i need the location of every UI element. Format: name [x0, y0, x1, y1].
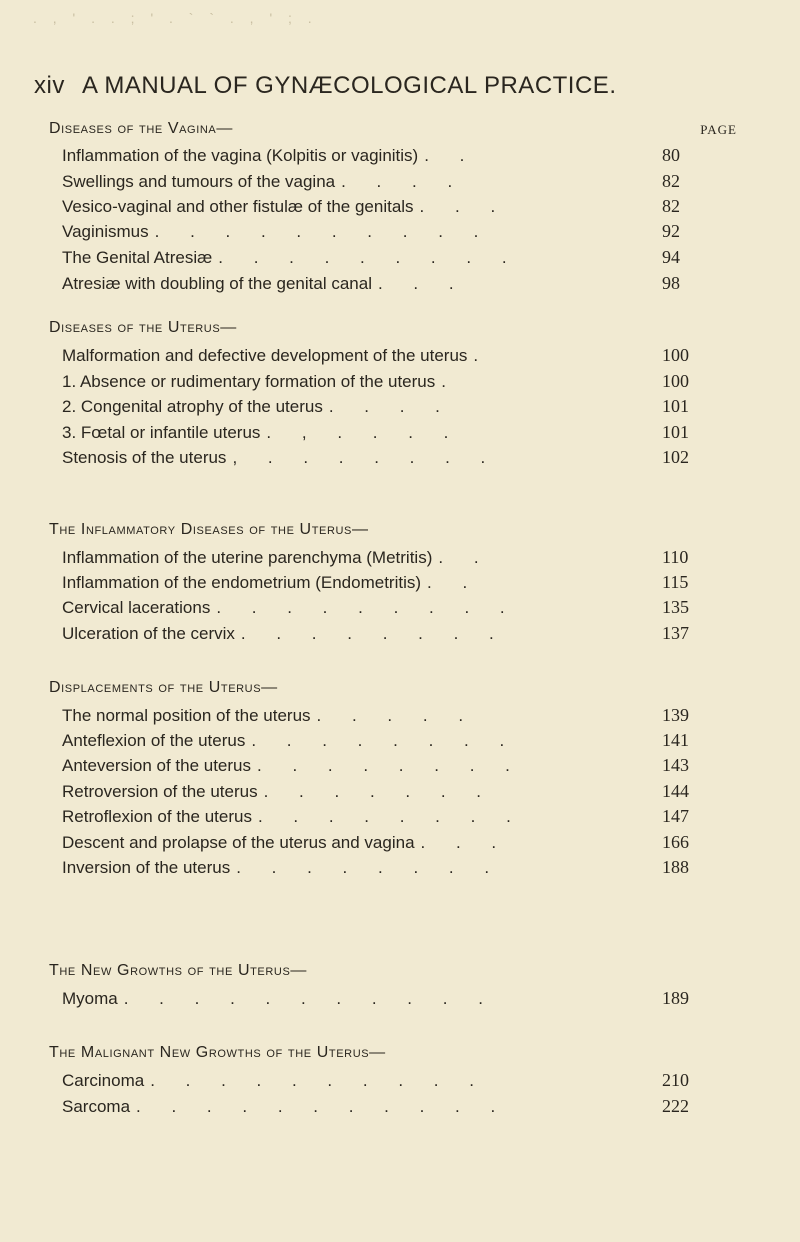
- dot-leader: . . .: [377, 274, 467, 293]
- toc-page-number: 110: [662, 547, 689, 567]
- section-heading: The Malignant New Growths of the Uterus—: [49, 1044, 386, 1061]
- dot-leader: . . . . . . . . .: [216, 598, 518, 617]
- dot-leader: . . . .: [328, 397, 453, 416]
- toc-entry-title: Inflammation of the vagina (Kolpitis or vaginitis): [62, 146, 419, 165]
- toc-page-number: 92: [662, 221, 680, 241]
- toc-entry-title: Anteversion of the uterus: [62, 756, 252, 775]
- toc-page-number: 101: [662, 396, 689, 416]
- toc-entry[interactable]: [62, 989, 645, 1009]
- toc-page-number: 98: [662, 273, 680, 293]
- toc-entry-title: The Genital Atresiæ: [62, 248, 213, 267]
- toc-page-number: 135: [662, 597, 689, 617]
- dot-leader: . .: [427, 573, 481, 592]
- page-smudge-marks: . , ' . . ; ' . ` ` . , ' ; .: [33, 10, 318, 26]
- section-heading: The Inflammatory Diseases of the Uterus—: [49, 521, 369, 538]
- dot-leader: . . . . . . . . . . .: [136, 1097, 509, 1116]
- toc-entry-title: Inversion of the uterus: [62, 858, 231, 877]
- toc-entry-title: Vesico-vaginal and other fistulæ of the genitals: [62, 197, 414, 216]
- toc-page-number: 82: [662, 196, 680, 216]
- toc-entry-title: 3. Fœtal or infantile uterus: [62, 423, 261, 442]
- toc-entry-title: 1. Absence or rudimentary formation of the uterus: [62, 372, 436, 391]
- toc-entry-title: Sarcoma: [62, 1097, 131, 1116]
- toc-entry[interactable]: [62, 222, 645, 242]
- dot-leader: . . . . . . . .: [240, 624, 507, 643]
- toc-entry[interactable]: [62, 706, 645, 726]
- toc-page-number: 166: [662, 832, 689, 852]
- toc-entry[interactable]: [62, 397, 645, 417]
- toc-entry[interactable]: [62, 731, 645, 751]
- toc-entry[interactable]: [62, 548, 645, 568]
- toc-entry-title: Carcinoma: [62, 1071, 145, 1090]
- toc-entry[interactable]: [62, 248, 645, 268]
- toc-entry-title: Malformation and defective development of the uterus: [62, 346, 468, 365]
- section-heading: Diseases of the Uterus—: [49, 319, 237, 336]
- toc-entry[interactable]: [62, 624, 645, 644]
- toc-entry-title: Retroversion of the uterus: [62, 782, 258, 801]
- dot-leader: . . . .: [341, 172, 466, 191]
- toc-entry[interactable]: [62, 372, 645, 392]
- toc-page-number: 210: [662, 1070, 689, 1090]
- toc-entry[interactable]: [62, 598, 645, 618]
- toc-entry[interactable]: [62, 1071, 645, 1091]
- dot-leader: . . .: [419, 197, 509, 216]
- section-heading: Diseases of the Vagina—: [49, 120, 233, 137]
- running-title: A MANUAL OF GYNÆCOLOGICAL PRACTICE.: [82, 72, 617, 99]
- toc-page-number: 94: [662, 247, 680, 267]
- dot-leader: . . . . . . . .: [257, 807, 524, 826]
- toc-page-number: 102: [662, 447, 689, 467]
- toc-entry-title: Retroflexion of the uterus: [62, 807, 252, 826]
- toc-page-number: 143: [662, 755, 689, 775]
- toc-page-number: 141: [662, 730, 689, 750]
- toc-page-number: 115: [662, 572, 689, 592]
- toc-entry[interactable]: [62, 833, 645, 853]
- dot-leader: . , . . . .: [266, 423, 462, 442]
- toc-page-number: 80: [662, 145, 680, 165]
- dot-leader: . . . . . . . . .: [218, 248, 520, 267]
- page-column-heading: PAGE: [700, 122, 737, 137]
- toc-entry-title: Myoma: [62, 989, 118, 1008]
- dot-leader: . . . . . . . .: [236, 858, 503, 877]
- dot-leader: . . . . . . . . . . .: [123, 989, 496, 1008]
- toc-page-number: 82: [662, 171, 680, 191]
- toc-entry[interactable]: [62, 1097, 645, 1117]
- toc-page-number: 100: [662, 345, 689, 365]
- toc-entry[interactable]: [62, 274, 645, 294]
- toc-entry[interactable]: [62, 756, 645, 776]
- toc-page-number: 147: [662, 806, 689, 826]
- toc-entry[interactable]: [62, 573, 645, 593]
- dot-leader: . . .: [420, 833, 510, 852]
- toc-entry-title: Swellings and tumours of the vagina: [62, 172, 336, 191]
- dot-leader: . . . . . . . .: [257, 756, 523, 775]
- dot-leader: . .: [438, 548, 492, 567]
- toc-entry[interactable]: [62, 146, 645, 166]
- dot-leader: . . . . . . . . . .: [150, 1071, 487, 1090]
- section-heading: The New Growths of the Uterus—: [49, 962, 307, 979]
- toc-entry[interactable]: [62, 423, 645, 443]
- toc-entry[interactable]: [62, 807, 645, 827]
- toc-entry-title: Cervical lacerations: [62, 598, 211, 617]
- toc-page-number: 139: [662, 705, 689, 725]
- toc-entry-title: Inflammation of the endometrium (Endometritis): [62, 573, 422, 592]
- toc-entry-title: Anteflexion of the uterus: [62, 731, 246, 750]
- toc-entry[interactable]: [62, 782, 645, 802]
- dot-leader: . . . . .: [316, 706, 477, 725]
- toc-entry-title: Stenosis of the uterus: [62, 448, 227, 467]
- toc-page-number: 189: [662, 988, 689, 1008]
- toc-entry[interactable]: [62, 448, 645, 468]
- toc-page-number: 101: [662, 422, 689, 442]
- toc-entry-title: The normal position of the uterus: [62, 706, 311, 725]
- toc-page-number: 188: [662, 857, 689, 877]
- page-number: xiv: [34, 72, 65, 99]
- dot-leader: . . . . . . .: [263, 782, 495, 801]
- dot-leader: . .: [424, 146, 478, 165]
- toc-entry-title: 2. Congenital atrophy of the uterus: [62, 397, 323, 416]
- section-heading: Displacements of the Uterus—: [49, 679, 278, 696]
- toc-page-number: 137: [662, 623, 689, 643]
- dot-leader: . . . . . . . . . .: [154, 222, 492, 241]
- toc-page-number: 144: [662, 781, 689, 801]
- running-header: [34, 72, 774, 100]
- toc-entry-title: Ulceration of the cervix: [62, 624, 235, 643]
- toc-entry[interactable]: [62, 858, 645, 878]
- toc-entry-title: Descent and prolapse of the uterus and vagina: [62, 833, 415, 852]
- toc-entry-title: Atresiæ with doubling of the genital canal: [62, 274, 372, 293]
- toc-entry-title: Vaginismus: [62, 222, 149, 241]
- toc-entry-title: Inflammation of the uterine parenchyma (Metritis): [62, 548, 433, 567]
- toc-entry[interactable]: [62, 197, 645, 217]
- dot-leader: .: [473, 346, 492, 365]
- toc-entry[interactable]: [62, 346, 645, 366]
- dot-leader: . . . . . . . .: [251, 731, 518, 750]
- toc-page-number: 100: [662, 371, 689, 391]
- dot-leader: , . . . . . . .: [232, 448, 499, 467]
- toc-entry[interactable]: [62, 172, 645, 192]
- toc-page-number: 222: [662, 1096, 689, 1116]
- dot-leader: .: [441, 372, 459, 391]
